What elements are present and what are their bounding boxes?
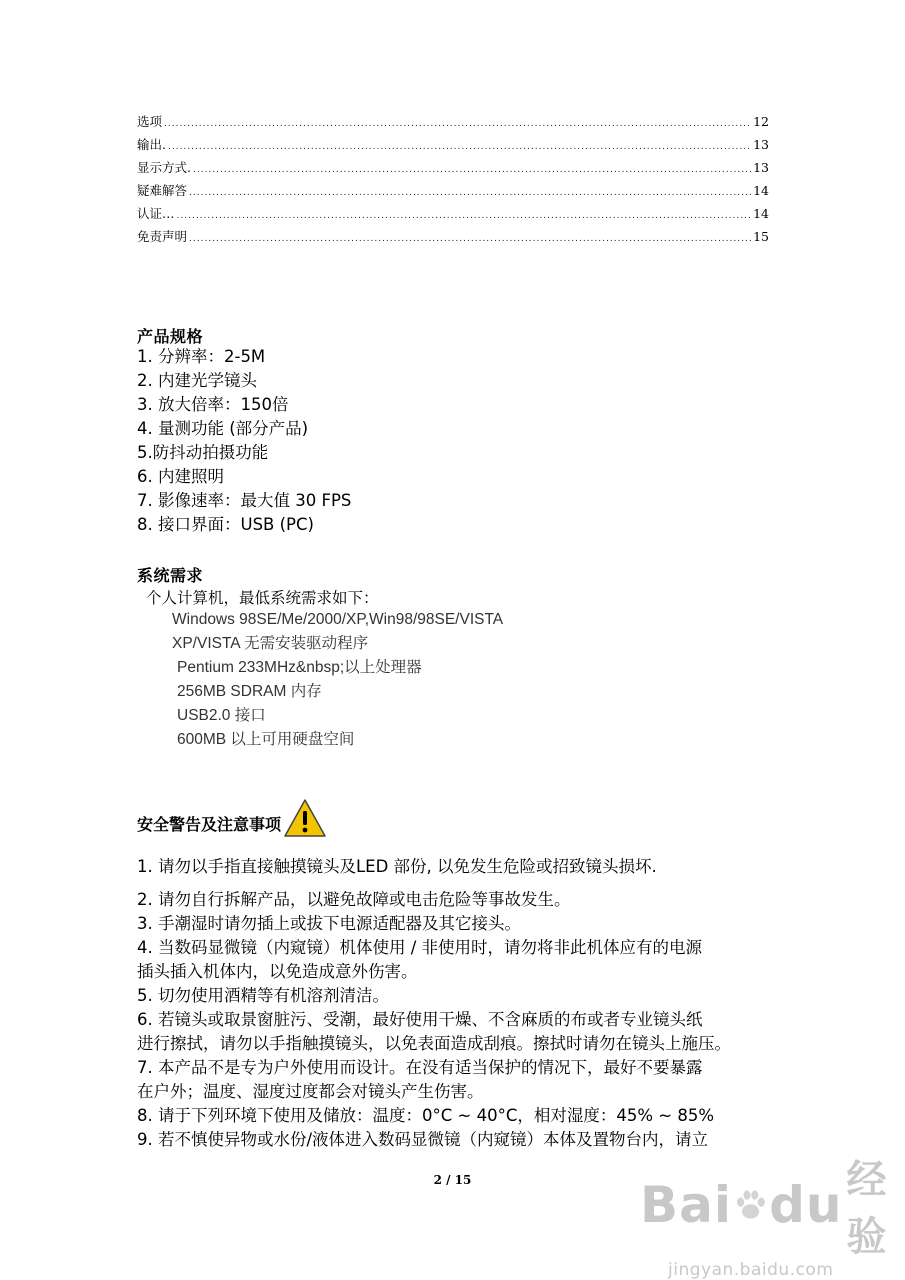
toc-leader bbox=[177, 211, 752, 221]
page-number: 2 / 15 bbox=[433, 1173, 472, 1187]
paw-icon bbox=[732, 1179, 769, 1231]
safety-item: 在户外；温度、湿度过度都会对镜头产生伤害。 bbox=[137, 1082, 484, 1101]
requirement-item: 600MB 以上可用硬盘空间 bbox=[177, 731, 355, 748]
toc-leader bbox=[164, 119, 751, 129]
toc-title: 显示方式. bbox=[137, 160, 191, 175]
requirement-item: 256MB SDRAM 内存 bbox=[177, 683, 322, 700]
safety-item: 7. 本产品不是专为户外使用而设计。在没有适当保护的情况下，最好不要暴露 bbox=[137, 1058, 703, 1077]
watermark-url: jingyan.baidu.com bbox=[668, 1260, 834, 1280]
toc-title: 疑难解答 bbox=[137, 183, 188, 198]
requirements-intro: 个人计算机，最低系统需求如下： bbox=[146, 589, 379, 607]
safety-heading-row bbox=[137, 798, 327, 838]
watermark-brand: Bai bbox=[640, 1176, 732, 1234]
toc-title: 免责声明 bbox=[137, 229, 188, 244]
toc-entry[interactable] bbox=[137, 135, 769, 158]
safety-item: 3. 手潮湿时请勿插上或拔下电源适配器及其它接头。 bbox=[137, 914, 521, 933]
toc-leader bbox=[193, 165, 751, 175]
requirement-item: XP/VISTA 无需安装驱动程序 bbox=[172, 635, 369, 652]
toc-leader bbox=[189, 234, 751, 244]
toc-page: 15 bbox=[753, 229, 769, 244]
toc-entry[interactable] bbox=[137, 204, 769, 227]
spec-item: 7. 影像速率：最大值 30 FPS bbox=[137, 491, 352, 510]
toc-entry[interactable] bbox=[137, 227, 769, 250]
toc-entry[interactable] bbox=[137, 158, 769, 181]
safety-item: 1. 请勿以手指直接触摸镜头及LED 部份, 以免发生危险或招致镜头损坏. bbox=[137, 857, 657, 876]
toc-page: 14 bbox=[753, 206, 769, 221]
safety-item: 8. 请于下列环境下使用及储放：温度：0°C ~ 40°C，相对湿度：45% ~ 85% bbox=[137, 1106, 715, 1125]
safety-item: 4. 当数码显微镜（内窥镜）机体使用 / 非使用时，请勿将非此机体应有的电源 bbox=[137, 938, 703, 957]
toc-page: 13 bbox=[753, 137, 769, 152]
toc-page: 13 bbox=[753, 160, 769, 175]
toc-entry[interactable] bbox=[137, 181, 769, 204]
toc-leader bbox=[168, 142, 751, 152]
safety-item: 进行擦拭，请勿以手指触摸镜头，以免表面造成刮痕。擦拭时请勿在镜头上施压。 bbox=[137, 1034, 731, 1053]
requirements-list bbox=[172, 608, 503, 752]
watermark-brand-cn: 经验 bbox=[846, 1157, 888, 1260]
safety-list bbox=[137, 855, 769, 1152]
safety-item: 9. 若不慎使异物或水份/液体进入数码显微镜（内窥镜）本体及置物台内，请立 bbox=[137, 1130, 709, 1149]
spec-item: 5.防抖动拍摄功能 bbox=[137, 443, 269, 462]
spec-item: 6. 内建照明 bbox=[137, 467, 224, 486]
toc-leader bbox=[189, 188, 751, 198]
spec-item: 2. 内建光学镜头 bbox=[137, 371, 257, 390]
baidu-watermark bbox=[640, 1148, 905, 1280]
spec-item: 1. 分辨率：2-5M bbox=[137, 347, 266, 366]
requirement-item: Pentium 233MHz&nbsp;以上处理器 bbox=[177, 659, 422, 676]
safety-item: 5. 切勿使用酒精等有机溶剂清洁。 bbox=[137, 986, 389, 1005]
safety-item: 6. 若镜头或取景窗脏污、受潮，最好使用干燥、不含麻质的布或者专业镜头纸 bbox=[137, 1010, 703, 1029]
safety-item: 2. 请勿自行拆解产品，以避免故障或电击危险等事故发生。 bbox=[137, 890, 571, 909]
table-of-contents bbox=[137, 112, 769, 250]
spec-item: 8. 接口界面：USB (PC) bbox=[137, 515, 314, 534]
requirements-heading: 系统需求 bbox=[137, 566, 204, 585]
requirement-item: Windows 98SE/Me/2000/XP,Win98/98SE/VISTA bbox=[172, 611, 504, 628]
spec-item: 3. 放大倍率：150倍 bbox=[137, 395, 289, 414]
requirement-item: USB2.0 接口 bbox=[177, 707, 266, 724]
toc-entry[interactable] bbox=[137, 112, 769, 135]
toc-page: 12 bbox=[753, 114, 769, 129]
safety-heading: 安全警告及注意事项 bbox=[137, 815, 282, 834]
spec-item: 4. 量测功能 (部分产品) bbox=[137, 419, 309, 438]
specs-list bbox=[137, 345, 351, 537]
watermark-brand-2: du bbox=[769, 1176, 843, 1234]
warning-icon bbox=[283, 798, 327, 838]
toc-title: 输出. bbox=[137, 137, 166, 152]
toc-title: 认证… bbox=[137, 206, 175, 221]
watermark-logo bbox=[640, 1148, 905, 1262]
toc-page: 14 bbox=[753, 183, 769, 198]
specs-heading: 产品规格 bbox=[137, 327, 204, 346]
safety-item: 插头插入机体内，以免造成意外伤害。 bbox=[137, 962, 418, 981]
toc-title: 选项 bbox=[137, 114, 163, 129]
